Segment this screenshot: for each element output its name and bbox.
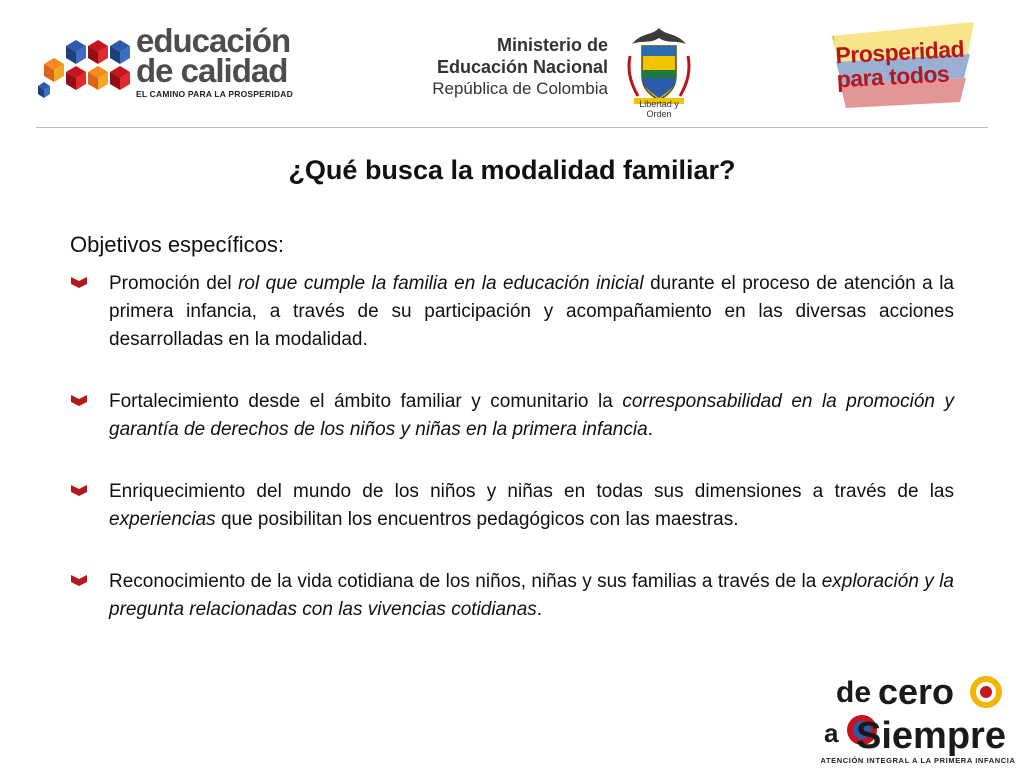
educacion-logo-text	[136, 22, 293, 99]
objective-item	[70, 478, 954, 534]
ministry-line-3: República de Colombia	[432, 79, 608, 98]
objective-emphasis: rol que cumple la familia en la educación inicial	[238, 273, 644, 294]
slide-subtitle: Objetivos específicos:	[70, 232, 284, 257]
red-chevron-bullet-icon	[71, 277, 87, 288]
objective-item	[70, 270, 954, 354]
cero-tagline: ATENCIÓN INTEGRAL A LA PRIMERA INFANCIA	[820, 756, 1016, 765]
slide-title: ¿Qué busca la modalidad familiar?	[288, 155, 736, 185]
red-chevron-bullet-icon	[71, 395, 87, 406]
objective-emphasis: exploración y la pregunta relacionadas con las vivencias cotidianas	[109, 571, 954, 620]
cubes-icon	[36, 32, 136, 102]
objective-text-part: Fortalecimiento desde el ámbito familiar y comunitario la	[109, 391, 623, 412]
objective-emphasis: experiencias	[109, 509, 216, 530]
objective-text	[109, 273, 954, 350]
red-chevron-bullet-icon	[71, 485, 87, 496]
objective-text-part: .	[647, 419, 653, 440]
objective-emphasis: corresponsabilidad en la promoción y garantía de derechos de los niños y niñas en la primera infancia	[109, 391, 954, 440]
ministry-line-2: Educación Nacional	[436, 57, 608, 77]
cero-logo-word3: a	[824, 718, 839, 748]
red-chevron-bullet-icon	[71, 575, 87, 586]
prosperidad-para-todos-logo	[828, 18, 978, 118]
objective-item	[70, 388, 954, 444]
shield-caption: Libertad y Orden	[639, 99, 679, 119]
educacion-de-calidad-logo	[36, 22, 306, 106]
objective-text	[109, 571, 954, 620]
objective-text-part: durante el proceso de atención a la primera infancia, a través de su participación y acompañamiento en las diversas acciones desarrolladas en la modalidad.	[109, 273, 954, 350]
cero-logo-word2: cero	[878, 671, 955, 712]
objective-text-part: Enriquecimiento del mundo de los niños y niñas en todas sus dimensiones a través de las	[109, 481, 954, 502]
ministerio-logo-text	[418, 34, 608, 99]
cero-logo-word1: de	[836, 676, 872, 709]
objective-item	[70, 568, 954, 624]
prosperidad-line-1: Prosperidad	[834, 35, 965, 69]
header	[0, 0, 1024, 128]
de-cero-a-siempre-wordmark-icon	[808, 668, 1024, 758]
de-cero-a-siempre-logo	[808, 668, 1024, 768]
objective-text	[109, 391, 954, 440]
logo-line-2: de calidad	[136, 52, 288, 89]
objective-text	[109, 481, 954, 530]
logo-tagline: EL CAMINO PARA LA PROSPERIDAD	[136, 89, 293, 99]
objectives-list	[70, 270, 954, 624]
objective-text-part: que posibilitan los encuentros pedagógicos con las maestras.	[215, 509, 739, 530]
header-divider	[36, 127, 988, 128]
ministry-line-1: Ministerio de	[496, 35, 608, 55]
objective-text-part: .	[536, 599, 543, 620]
objective-text-part: Promoción del	[109, 273, 239, 294]
cero-logo-word4: Siempre	[856, 715, 1006, 757]
prosperidad-line-2: para todos	[836, 60, 950, 93]
prosperidad-text	[835, 37, 966, 92]
logo-line-1: educación	[136, 22, 291, 59]
objective-text-part: Reconocimiento de la vida cotidiana de los niños, niñas y sus familias a través de la	[109, 571, 822, 592]
